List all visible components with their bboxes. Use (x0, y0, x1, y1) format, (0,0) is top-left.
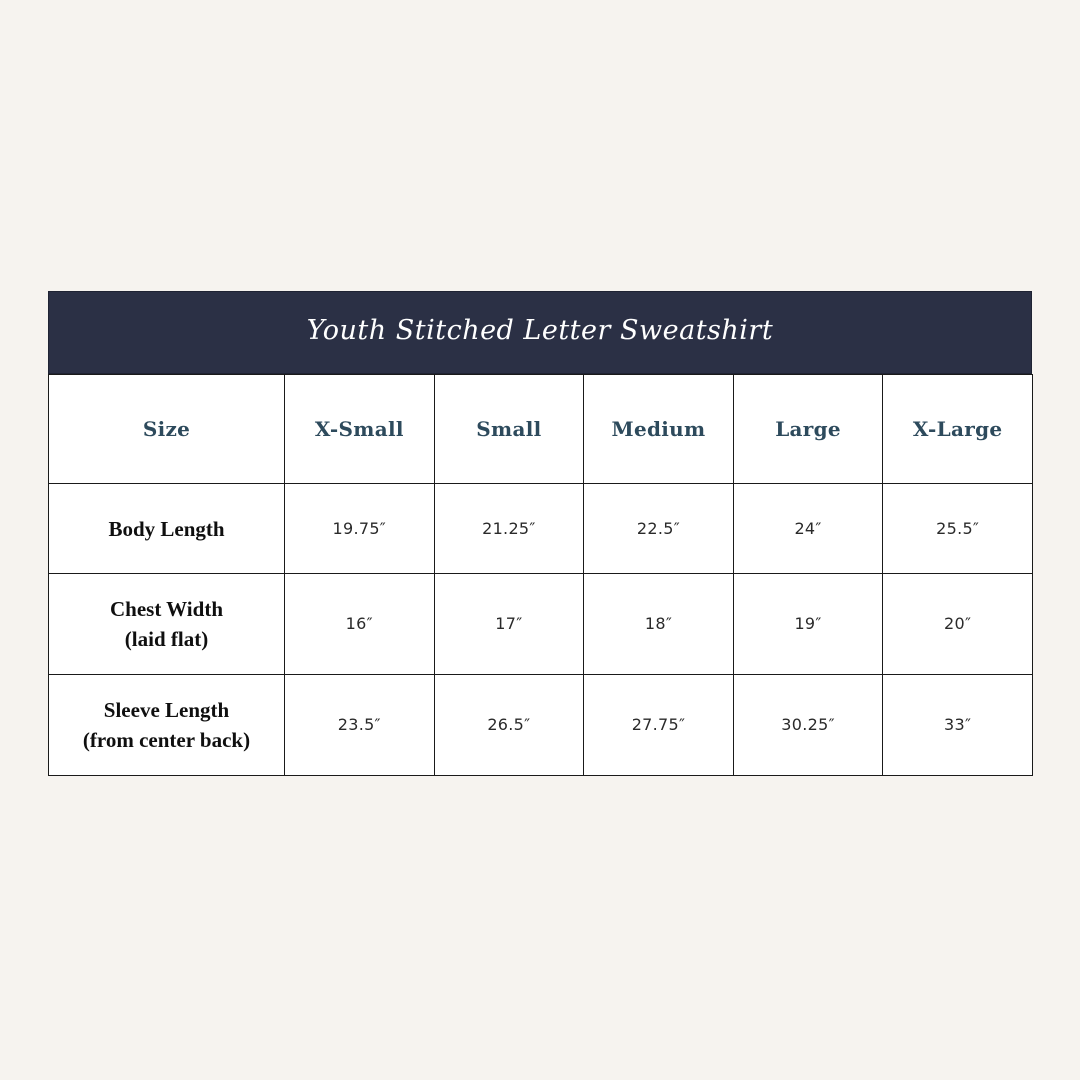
table-cell: 23.5″ (285, 675, 435, 776)
table-cell: 17″ (434, 574, 584, 675)
table-cell: 25.5″ (883, 484, 1033, 574)
row-label-sleeve-length: Sleeve Length (from center back) (49, 675, 285, 776)
size-header-large: Large (733, 375, 883, 484)
table-cell: 24″ (733, 484, 883, 574)
table-cell: 26.5″ (434, 675, 584, 776)
table-cell: 19.75″ (285, 484, 435, 574)
size-header-row (49, 375, 1033, 484)
table-cell: 22.5″ (584, 484, 734, 574)
row-label-body-length: Body Length (49, 484, 285, 574)
table-cell: 20″ (883, 574, 1033, 675)
table-row-body-length (49, 484, 1033, 574)
table-row-sleeve-length (49, 675, 1033, 776)
table-cell: 16″ (285, 574, 435, 675)
size-chart (48, 291, 1032, 776)
size-header-xlarge: X-Large (883, 375, 1033, 484)
table-row-chest-width (49, 574, 1033, 675)
size-table (48, 374, 1033, 776)
chart-header-bar (48, 291, 1032, 374)
table-cell: 18″ (584, 574, 734, 675)
size-column-header: Size (49, 375, 285, 484)
table-cell: 33″ (883, 675, 1033, 776)
row-label-chest-width: Chest Width (laid flat) (49, 574, 285, 675)
table-cell: 21.25″ (434, 484, 584, 574)
chart-title: Youth Stitched Letter Sweatshirt (306, 315, 774, 346)
size-header-xsmall: X-Small (285, 375, 435, 484)
size-header-medium: Medium (584, 375, 734, 484)
table-cell: 30.25″ (733, 675, 883, 776)
table-cell: 27.75″ (584, 675, 734, 776)
size-header-small: Small (434, 375, 584, 484)
table-cell: 19″ (733, 574, 883, 675)
